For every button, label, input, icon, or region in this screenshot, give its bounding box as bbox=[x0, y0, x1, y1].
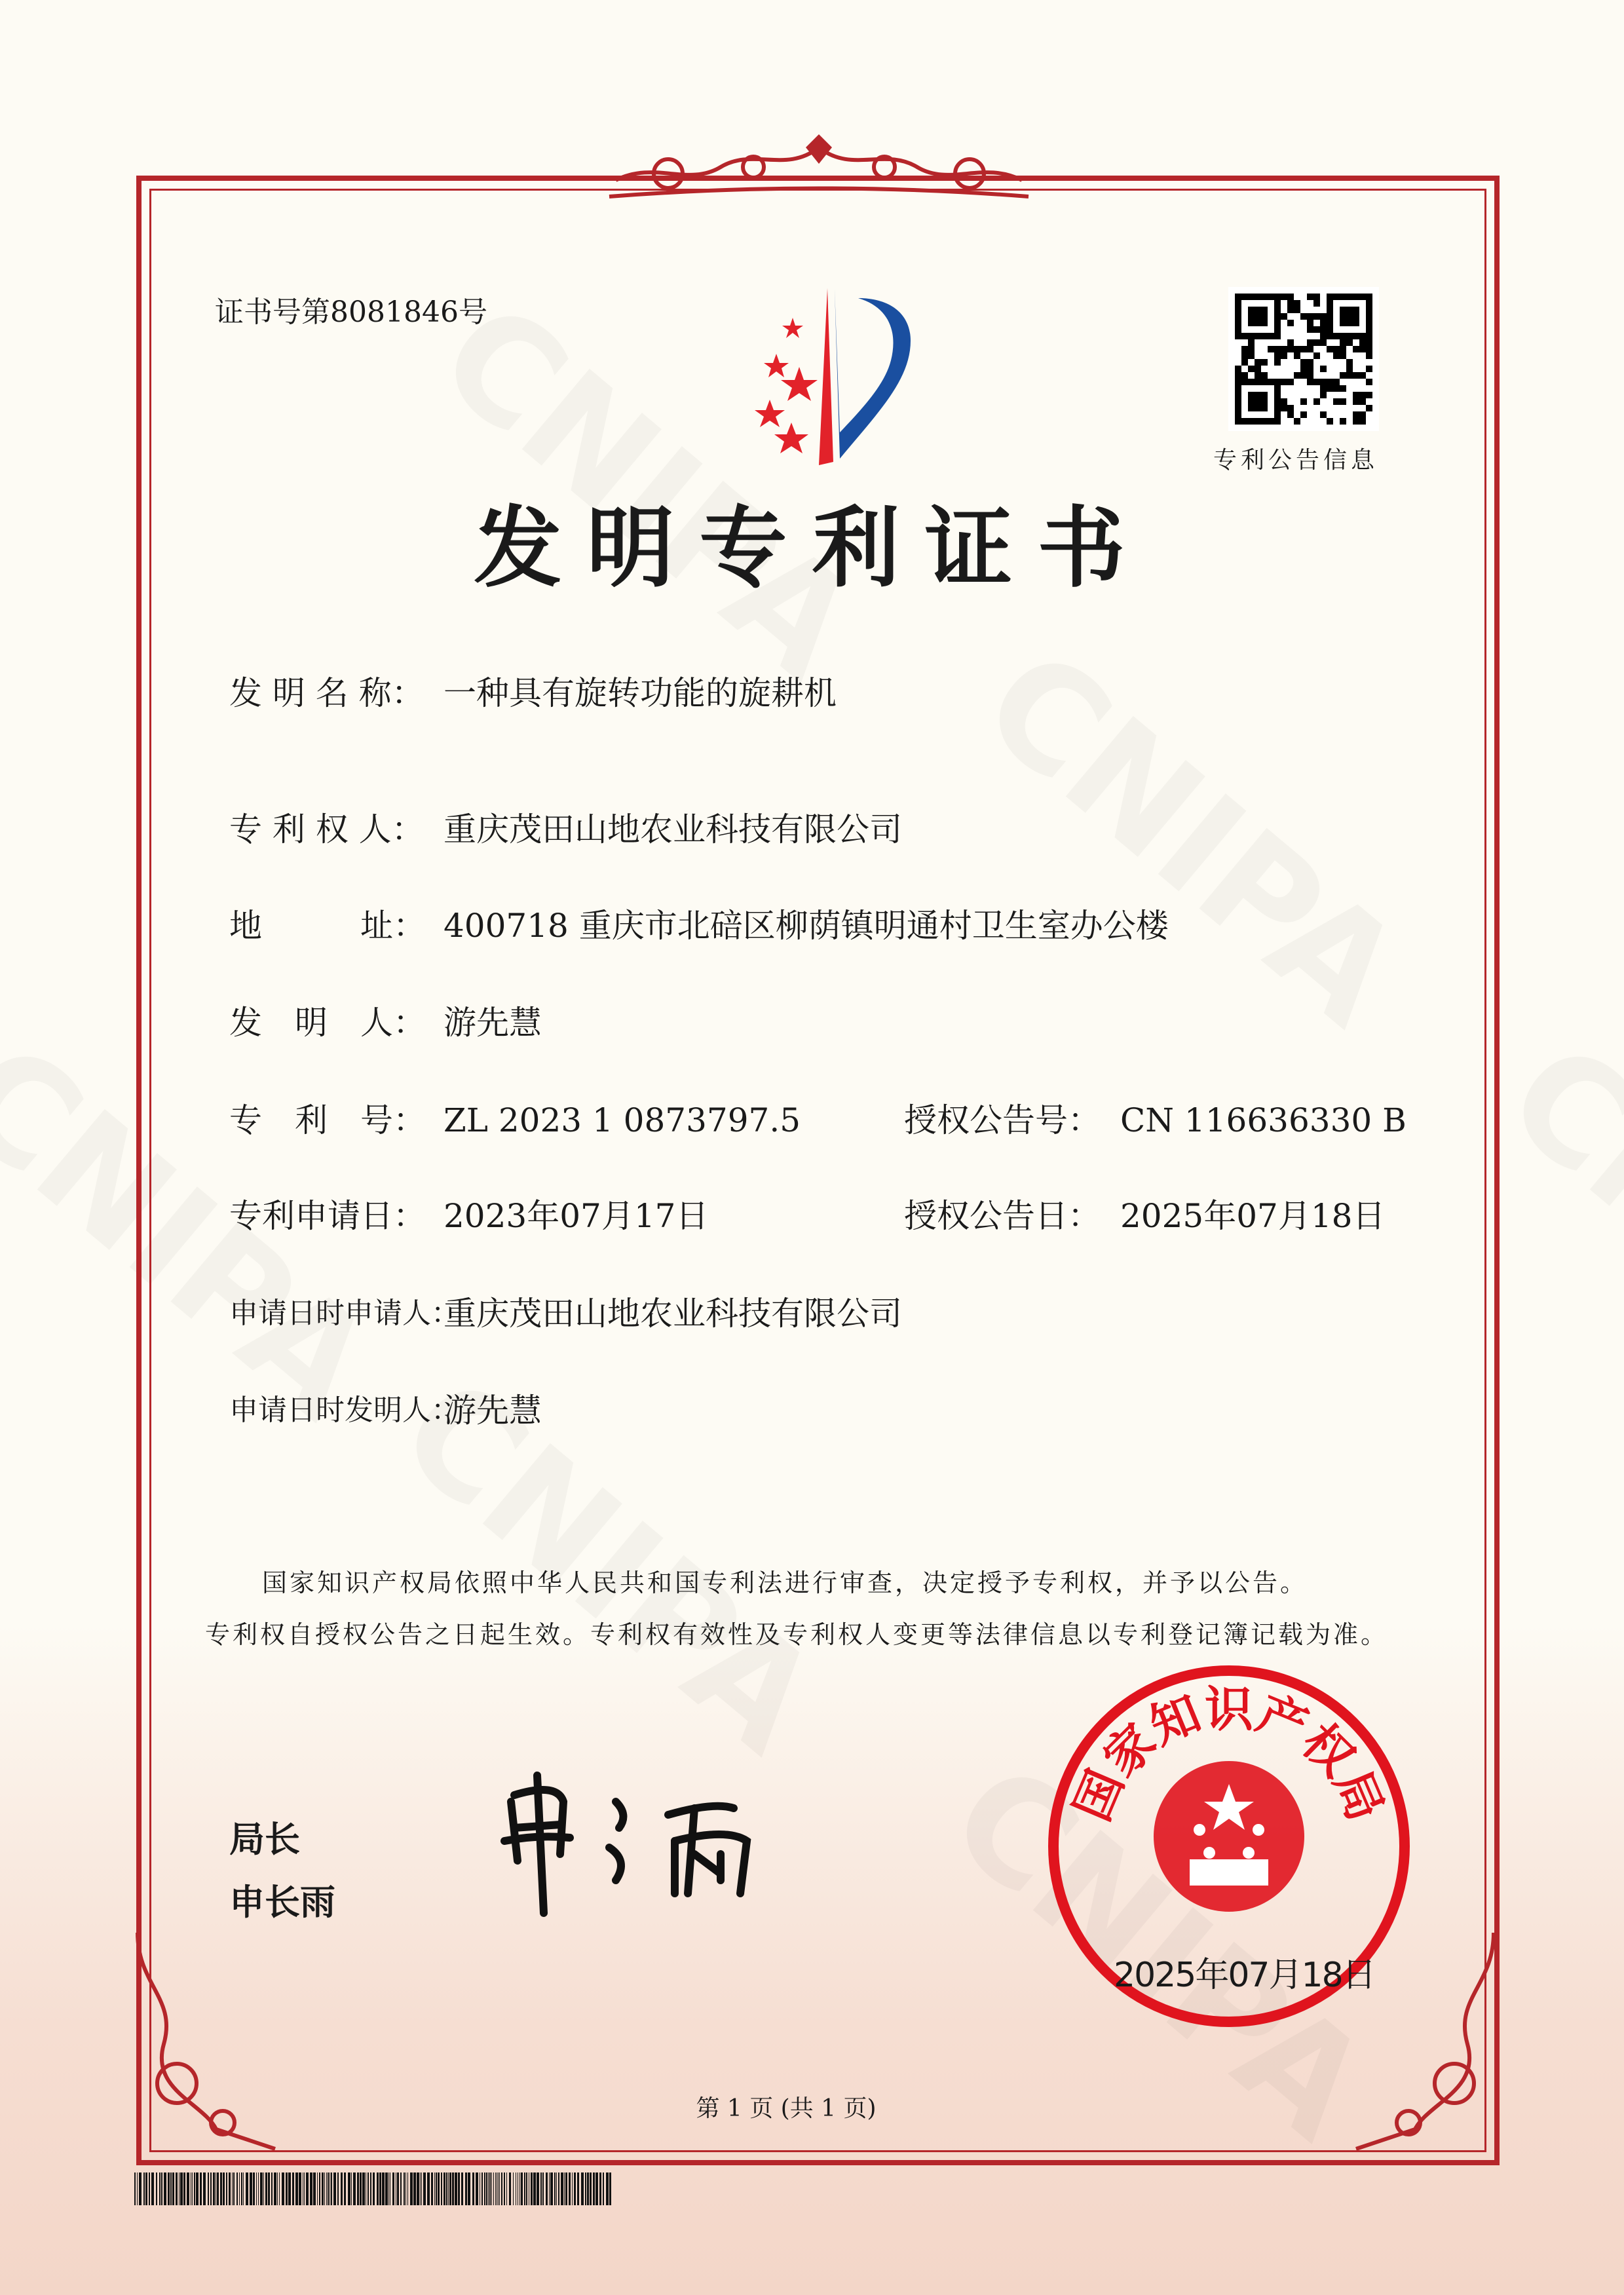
qr-code[interactable] bbox=[1228, 287, 1379, 431]
barcode bbox=[134, 2172, 611, 2205]
field-label: 专 利 权 人： bbox=[229, 810, 425, 848]
field-label: 专 利 号： bbox=[229, 1101, 426, 1139]
certificate-number: 证书号第8081846号 bbox=[215, 295, 487, 329]
field-label: 授权公告日： bbox=[904, 1197, 1101, 1235]
field-value: 400718 重庆市北碚区柳荫镇明通村卫生室办公楼 bbox=[444, 907, 1169, 945]
field-value: 重庆茂田山地农业科技有限公司 bbox=[444, 810, 902, 848]
page-info: 第 1 页 (共 1 页) bbox=[696, 2095, 877, 2122]
field-value: 游先慧 bbox=[444, 1392, 542, 1430]
qr-caption: 专利公告信息 bbox=[1213, 447, 1379, 474]
top-ornament bbox=[590, 134, 1048, 213]
signatory-title: 局长 bbox=[229, 1819, 300, 1860]
field-label: 申请日时发明人： bbox=[229, 1394, 460, 1427]
field-label: 授权公告号： bbox=[904, 1101, 1101, 1139]
field-label: 地 址： bbox=[229, 907, 426, 945]
field-label: 专利申请日： bbox=[229, 1197, 426, 1235]
statement-line: 国家知识产权局依照中华人民共和国专利法进行审查，决定授予专利权，并予以公告。 bbox=[262, 1568, 1308, 1597]
signatory-name: 申长雨 bbox=[229, 1882, 335, 1923]
field-value: 游先慧 bbox=[444, 1004, 542, 1042]
seal-text: 国家知识产权局 bbox=[1064, 1681, 1394, 1829]
signature bbox=[498, 1762, 839, 1920]
field-label: 申请日时申请人： bbox=[229, 1297, 460, 1330]
field-value: 重庆茂田山地农业科技有限公司 bbox=[444, 1295, 902, 1333]
field-value: 一种具有旋转功能的旋耕机 bbox=[444, 674, 837, 712]
document-title: 发明专利证书 bbox=[474, 497, 1150, 599]
field-value: 2025年07月18日 bbox=[1120, 1197, 1386, 1235]
field-value: ZL 2023 1 0873797.5 bbox=[444, 1101, 801, 1139]
field-value: 2023年07月17日 bbox=[444, 1197, 709, 1235]
field-label: 发 明 名 称： bbox=[229, 674, 425, 712]
seal-date: 2025年07月18日 bbox=[1114, 1956, 1375, 1995]
field-label: 发 明 人： bbox=[229, 1004, 426, 1042]
statement-line: 专利权自授权公告之日起生效。专利权有效性及专利权人变更等法律信息以专利登记簿记载为准。 bbox=[205, 1620, 1389, 1649]
cnipa-logo bbox=[694, 282, 943, 472]
field-value: CN 116636330 B bbox=[1120, 1101, 1407, 1139]
